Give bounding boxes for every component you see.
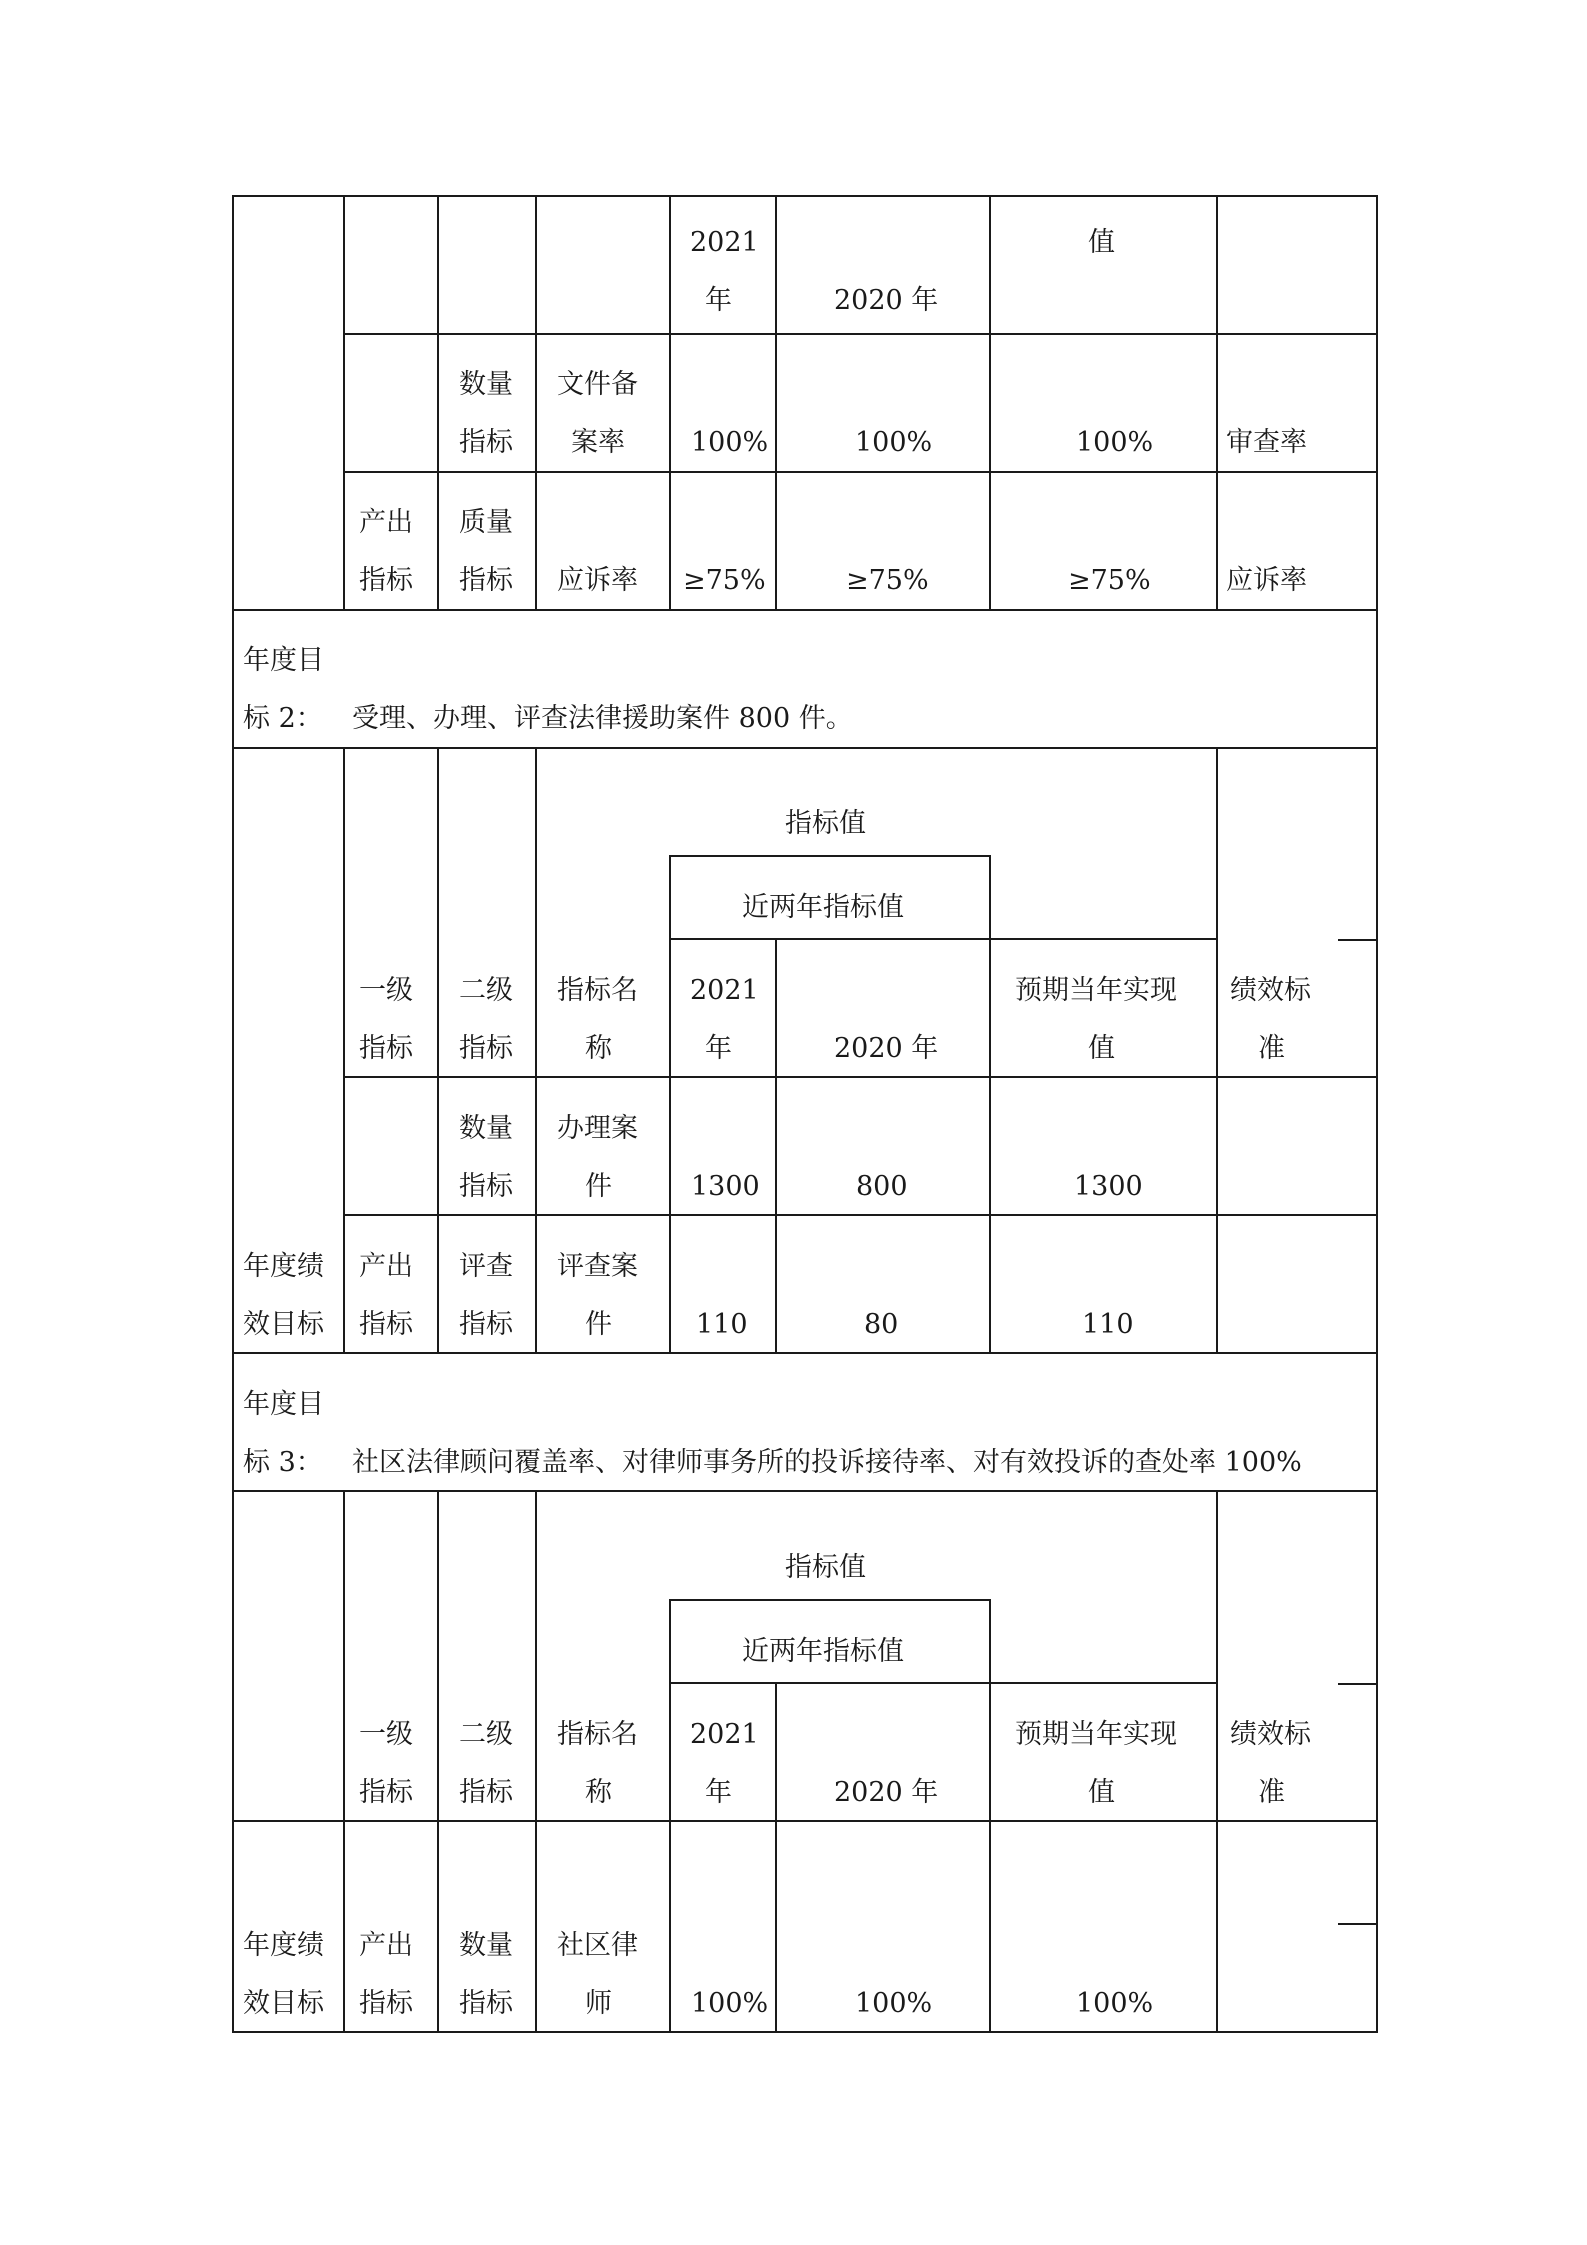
level2-indicator-cont: 指标 bbox=[459, 1171, 513, 1202]
level2-indicator: 评查 bbox=[459, 1251, 513, 1282]
standard-header-cont: 准 bbox=[1258, 1033, 1285, 1064]
goal-label: 年度目 bbox=[243, 645, 324, 676]
level1-indicator-cont: 指标 bbox=[359, 565, 413, 596]
value-2021: ≥75% bbox=[683, 565, 766, 596]
annual-performance-goal-label: 年度绩 bbox=[243, 1251, 324, 1282]
table-rule-vertical bbox=[343, 747, 345, 1354]
table-rule-vertical bbox=[535, 747, 537, 1354]
level1-header: 一级 bbox=[359, 1719, 413, 1750]
indicator-name: 办理案 bbox=[557, 1113, 638, 1144]
table-rule-horizontal bbox=[669, 1599, 989, 1601]
indicator-name-header: 指标名 bbox=[557, 1719, 638, 1750]
level1-header: 一级 bbox=[359, 975, 413, 1006]
expected-header: 预期当年实现 bbox=[1015, 1719, 1177, 1750]
table-rule-horizontal bbox=[669, 855, 989, 857]
year-2020-header: 2020 年 bbox=[834, 1777, 939, 1808]
table-rule-horizontal bbox=[1338, 939, 1378, 941]
index-value-header: 指标值 bbox=[785, 1552, 866, 1583]
level2-indicator-cont: 指标 bbox=[459, 1988, 513, 2019]
table-rule-vertical bbox=[437, 1490, 439, 2033]
performance-standard: 审查率 bbox=[1226, 427, 1307, 458]
value-2021: 100% bbox=[691, 1988, 769, 2019]
table-rule-vertical bbox=[775, 938, 777, 1354]
level2-header: 二级 bbox=[459, 975, 513, 1006]
value-2021: 100% bbox=[691, 427, 769, 458]
table-rule-vertical bbox=[343, 195, 345, 611]
value-2020: ≥75% bbox=[846, 565, 929, 596]
expected-value: 100% bbox=[1076, 1988, 1154, 2019]
expected-value: 110 bbox=[1082, 1309, 1134, 1340]
indicator-name: 评查案 bbox=[557, 1251, 638, 1282]
level2-indicator: 数量 bbox=[459, 1930, 513, 1961]
indicator-name-cont: 案率 bbox=[571, 427, 625, 458]
annual-performance-goal-label-cont: 效目标 bbox=[243, 1988, 324, 2019]
value-2020: 80 bbox=[864, 1309, 899, 1340]
level2-header: 二级 bbox=[459, 1719, 513, 1750]
year-2020-header: 2020 年 bbox=[834, 1033, 939, 1064]
value-2020: 800 bbox=[856, 1171, 908, 1202]
table-rule-vertical bbox=[775, 195, 777, 611]
goal-label-cont: 标 2： bbox=[243, 703, 323, 734]
table-rule-vertical bbox=[669, 195, 671, 611]
indicator-name-header-cont: 称 bbox=[585, 1033, 612, 1064]
year-2021-header-cont: 年 bbox=[705, 1777, 732, 1808]
indicator-name-header-cont: 称 bbox=[585, 1777, 612, 1808]
table-rule-vertical bbox=[535, 195, 537, 611]
table-rule-vertical bbox=[669, 1599, 671, 2033]
indicator-name-cont: 件 bbox=[585, 1309, 612, 1340]
level2-indicator: 数量 bbox=[459, 1113, 513, 1144]
table-rule-vertical bbox=[535, 1490, 537, 2033]
indicator-name-cont: 件 bbox=[585, 1171, 612, 1202]
level1-indicator-cont: 指标 bbox=[359, 1309, 413, 1340]
indicator-name: 社区律 bbox=[557, 1930, 638, 1961]
table-rule-vertical bbox=[437, 747, 439, 1354]
table-rule-vertical bbox=[343, 1490, 345, 2033]
table-rule-vertical bbox=[437, 195, 439, 611]
table-rule-horizontal bbox=[1338, 1923, 1378, 1925]
level1-header-cont: 指标 bbox=[359, 1777, 413, 1808]
table-rule-vertical bbox=[989, 855, 991, 1354]
goal-text: 社区法律顾问覆盖率、对律师事务所的投诉接待率、对有效投诉的查处率 100% bbox=[352, 1447, 1302, 1478]
table-rule-vertical bbox=[1216, 195, 1218, 611]
level1-indicator: 产出 bbox=[359, 1930, 413, 1961]
indicator-name-header: 指标名 bbox=[557, 975, 638, 1006]
year-2021-label: 2021 bbox=[690, 227, 759, 258]
annual-performance-goal-label: 年度绩 bbox=[243, 1930, 324, 1961]
level2-indicator: 质量 bbox=[459, 507, 513, 538]
year-2021-label-cont: 年 bbox=[705, 285, 732, 316]
table-rule-vertical bbox=[1376, 195, 1378, 2033]
value-2021: 1300 bbox=[691, 1171, 760, 1202]
level2-header-cont: 指标 bbox=[459, 1033, 513, 1064]
goal-label: 年度目 bbox=[243, 1389, 324, 1420]
table-rule-vertical bbox=[232, 195, 234, 2033]
value-2020: 100% bbox=[855, 427, 933, 458]
value-2021: 110 bbox=[696, 1309, 748, 1340]
year-2020-label: 2020 年 bbox=[834, 285, 939, 316]
table-rule-horizontal bbox=[232, 195, 1378, 197]
expected-header: 预期当年实现 bbox=[1015, 975, 1177, 1006]
indicator-name: 文件备 bbox=[557, 369, 638, 400]
table-rule-vertical bbox=[989, 195, 991, 611]
table-rule-horizontal bbox=[1338, 1683, 1378, 1685]
level2-indicator-cont: 指标 bbox=[459, 427, 513, 458]
expected-value: 100% bbox=[1076, 427, 1154, 458]
table-rule-vertical bbox=[669, 855, 671, 1354]
recent-years-header: 近两年指标值 bbox=[742, 1636, 904, 1667]
level2-header-cont: 指标 bbox=[459, 1777, 513, 1808]
expected-value: ≥75% bbox=[1068, 565, 1151, 596]
expected-header-cont: 值 bbox=[1088, 1033, 1115, 1064]
recent-years-header: 近两年指标值 bbox=[742, 892, 904, 923]
standard-header-cont: 准 bbox=[1258, 1777, 1285, 1808]
table-rule-horizontal bbox=[669, 938, 1216, 940]
standard-header: 绩效标 bbox=[1230, 1719, 1311, 1750]
level2-indicator-cont: 指标 bbox=[459, 1309, 513, 1340]
year-2021-header: 2021 bbox=[690, 1719, 759, 1750]
indicator-name-cont: 师 bbox=[585, 1988, 612, 2019]
indicator-name: 应诉率 bbox=[557, 565, 638, 596]
level1-indicator-cont: 指标 bbox=[359, 1988, 413, 2019]
goal-label-cont: 标 3： bbox=[243, 1447, 323, 1478]
table-rule-horizontal bbox=[669, 1682, 1216, 1684]
level1-header-cont: 指标 bbox=[359, 1033, 413, 1064]
performance-standard: 应诉率 bbox=[1226, 565, 1307, 596]
year-2021-header-cont: 年 bbox=[705, 1033, 732, 1064]
level2-indicator-cont: 指标 bbox=[459, 565, 513, 596]
expected-header-cont: 值 bbox=[1088, 1777, 1115, 1808]
level1-indicator: 产出 bbox=[359, 507, 413, 538]
value-2020: 100% bbox=[855, 1988, 933, 2019]
year-2021-header: 2021 bbox=[690, 975, 759, 1006]
goal-text: 受理、办理、评查法律援助案件 800 件。 bbox=[352, 703, 853, 734]
table-rule-vertical bbox=[989, 1599, 991, 2033]
table-rule-horizontal bbox=[343, 333, 1378, 335]
level2-indicator: 数量 bbox=[459, 369, 513, 400]
expected-value-label: 值 bbox=[1088, 227, 1115, 258]
expected-value: 1300 bbox=[1074, 1171, 1143, 1202]
table-rule-vertical bbox=[1216, 747, 1218, 1354]
table-rule-vertical bbox=[775, 1682, 777, 2033]
annual-performance-goal-label-cont: 效目标 bbox=[243, 1309, 324, 1340]
standard-header: 绩效标 bbox=[1230, 975, 1311, 1006]
table-rule-vertical bbox=[1216, 1490, 1218, 2033]
level1-indicator: 产出 bbox=[359, 1251, 413, 1282]
index-value-header: 指标值 bbox=[785, 808, 866, 839]
